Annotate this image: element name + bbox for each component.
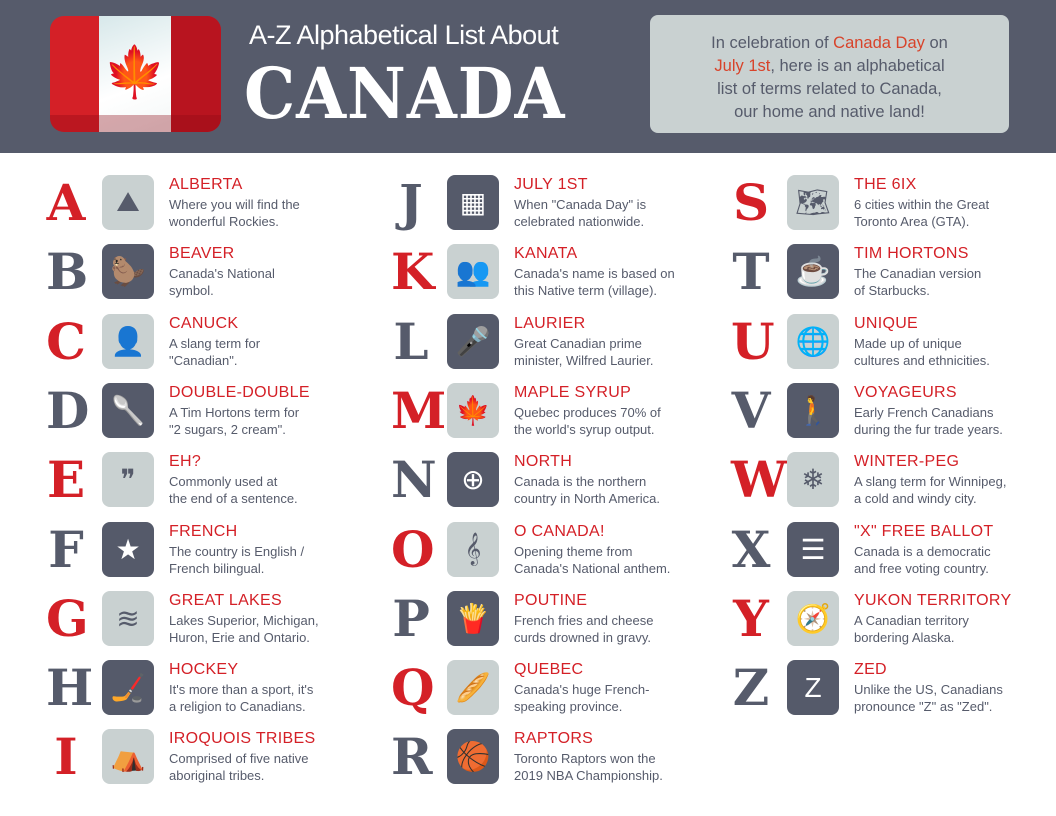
item-description-line: 2019 NBA Championship. (514, 768, 663, 784)
item-description-line: bordering Alaska. (854, 629, 955, 645)
item-term: LAURIER (514, 314, 586, 332)
z-letter-icon: Z (787, 660, 839, 715)
item-description-line: French fries and cheese (514, 612, 654, 628)
item-description-line: Canada's name is based on (514, 266, 675, 282)
baguette-icon: 🥖 (447, 660, 499, 715)
item-term: "X" FREE BALLOT (854, 522, 994, 540)
hockey-icon: 🏒 (102, 660, 154, 715)
item-description-line: Comprised of five native (169, 751, 309, 767)
item-letter: K (391, 242, 435, 302)
item-letter: S (732, 173, 770, 232)
ballot-icon: ☰ (787, 522, 839, 577)
item-description (514, 612, 653, 646)
item-description (169, 750, 308, 784)
item-description (169, 612, 319, 646)
page-title: CANADA (244, 52, 566, 135)
item-description-line: the world's syrup output. (514, 421, 655, 437)
item-description-line: Where you will find the (169, 197, 300, 212)
item-term: ALBERTA (169, 176, 243, 193)
item-description (854, 335, 990, 369)
item-description-line: a religion to Canadians. (169, 699, 306, 715)
item-term: RAPTORS (514, 730, 594, 748)
item-letter: M (391, 380, 447, 440)
item-description-line: during the fur trade years. (854, 421, 1003, 437)
syrup-bottle-icon: 🍁 (447, 383, 499, 438)
item-description (854, 612, 969, 646)
item-term: BEAVER (169, 245, 235, 263)
item-letter: F (48, 519, 84, 579)
canada-flag-icon (50, 16, 221, 132)
item-letter: I (54, 727, 78, 787)
item-description-line: Toronto Raptors won the (514, 751, 656, 767)
hiker-icon: 🚶 (787, 383, 839, 438)
item-description-line: A Tim Hortons term for (169, 404, 300, 420)
item-description-line: Early French Canadians (854, 404, 994, 420)
item-letter: O (391, 519, 435, 579)
item-term: QUEBEC (514, 661, 584, 679)
item-description-line: "2 sugars, 2 cream". (169, 421, 286, 437)
treble-clef-icon: 𝄞 (447, 522, 499, 577)
item-description (514, 265, 675, 299)
item-letter: G (46, 588, 89, 648)
item-term: JULY 1ST (514, 176, 588, 193)
item-letter: N (391, 450, 437, 510)
item-description-line: country in North America. (514, 491, 660, 507)
item-description-line: Great Canadian prime (514, 335, 642, 351)
item-description-line: Made up of unique (854, 335, 962, 351)
quote-bubble-icon: ❞ (102, 452, 154, 507)
item-description (514, 196, 646, 230)
snowflake-icon: ❄ (787, 452, 839, 507)
item-letter: U (731, 311, 775, 371)
item-term: CANUCK (169, 314, 239, 332)
item-description (169, 196, 300, 230)
item-letter: R (391, 727, 433, 787)
item-description-line: 6 cities within the Great (854, 197, 990, 212)
item-description (854, 681, 1003, 715)
item-description (514, 750, 663, 784)
item-description (854, 404, 1003, 438)
item-description-line: cultures and ethnicities. (854, 352, 990, 368)
subtitle: A-Z Alphabetical List About (249, 20, 559, 50)
person-icon: 👤 (102, 314, 154, 369)
item-term: DOUBLE-DOUBLE (169, 383, 310, 401)
item-description-line: Unlike the US, Canadians (854, 682, 1003, 698)
item-term: O CANADA! (514, 522, 605, 540)
item-description-line: pronounce "Z" as "Zed". (854, 699, 993, 715)
item-description-line: wonderful Rockies. (169, 214, 279, 229)
item-description-line: Canada is the northern (514, 474, 647, 490)
item-description-line: A Canadian territory (854, 612, 969, 628)
item-description (854, 473, 1006, 507)
compass-icon: 🧭 (787, 591, 839, 646)
item-description-line: the end of a sentence. (169, 491, 298, 507)
item-term: IROQUOIS TRIBES (169, 730, 316, 748)
item-description-line: Opening theme from (514, 543, 633, 559)
item-term: GREAT LAKES (169, 591, 282, 609)
podium-icon: 🎤 (447, 314, 499, 369)
item-description-line: Canada is a democratic (854, 543, 991, 559)
item-letter: X (731, 519, 771, 579)
item-description-line: Canada's National anthem. (514, 560, 671, 576)
item-term: THE 6IX (854, 176, 917, 193)
item-description-line: French bilingual. (169, 560, 265, 576)
item-description-line: Quebec produces 70% of (514, 404, 661, 420)
item-description-line: "Canadian". (169, 352, 238, 368)
item-term: EH? (169, 453, 202, 471)
calendar-icon: ▦ (447, 175, 499, 230)
item-description-line: Toronto Area (GTA). (854, 214, 970, 229)
intro-text: In celebration of (711, 34, 834, 52)
maple-leaf-icon: 🍁 (103, 44, 167, 100)
item-description (514, 335, 653, 369)
item-term: MAPLE SYRUP (514, 383, 632, 401)
item-description-line: symbol. (169, 283, 214, 299)
waves-icon: ≋ (102, 591, 154, 646)
item-letter: Y (733, 588, 769, 648)
item-description (854, 265, 981, 299)
item-letter: A (46, 173, 86, 232)
item-description-line: Commonly used at (169, 474, 278, 490)
item-term: KANATA (514, 245, 578, 263)
item-letter: T (732, 242, 770, 302)
item-letter: W (731, 450, 788, 510)
item-description-line: speaking province. (514, 699, 623, 715)
item-description-line: and free voting country. (854, 560, 989, 576)
intro-text: list of terms related to Canada, (717, 80, 942, 98)
item-description-line: Huron, Erie and Ontario. (169, 629, 310, 645)
item-letter: V (731, 380, 771, 440)
intro-highlight: July 1st (714, 57, 771, 75)
header-banner (0, 0, 1056, 153)
item-description-line: The country is English / (169, 543, 305, 559)
item-term: FRENCH (169, 522, 238, 540)
item-term: YUKON TERRITORY (854, 591, 1012, 609)
item-description-line: Canada's National (169, 266, 275, 282)
coffee-cup-icon: ☕ (787, 244, 839, 299)
item-term: HOCKEY (169, 661, 239, 679)
item-term: POUTINE (514, 591, 588, 609)
item-letter: Z (732, 658, 770, 718)
group-icon: 👥 (447, 244, 499, 299)
item-description-line: Lakes Superior, Michigan, (169, 612, 319, 628)
compass-target-icon: ⊕ (447, 452, 499, 507)
item-letter: B (46, 242, 89, 302)
intro-text: our home and native land! (734, 103, 925, 121)
beaver-icon: 🦫 (102, 244, 154, 299)
item-description-line: celebrated nationwide. (514, 214, 645, 229)
item-description-line: curds drowned in gravy. (514, 629, 652, 645)
intro-text: , here is an alphabetical (770, 57, 945, 75)
item-letter: J (399, 173, 423, 232)
item-term: WINTER-PEG (854, 453, 960, 471)
item-letter: P (392, 588, 430, 648)
item-description-line: Canada's huge French- (514, 682, 650, 698)
spoon-icon: 🥄 (102, 383, 154, 438)
globe-icon: 🌐 (787, 314, 839, 369)
item-description (169, 543, 304, 577)
item-description (514, 473, 660, 507)
item-description (514, 543, 670, 577)
map-icon: 🗺 (787, 175, 839, 230)
item-letter: D (46, 380, 90, 440)
item-term: UNIQUE (854, 314, 919, 332)
intro-box (650, 15, 1009, 133)
item-description-line: When "Canada Day" is (514, 197, 647, 212)
teepee-icon: ⛺ (102, 729, 154, 784)
item-description-line: a cold and windy city. (854, 491, 977, 507)
item-description (169, 473, 298, 507)
item-term: TIM HORTONS (854, 245, 969, 263)
star-bubble-icon: ★ (102, 522, 154, 577)
item-description-line: of Starbucks. (854, 283, 930, 299)
item-description (514, 404, 661, 438)
item-description (169, 335, 260, 369)
basketball-icon: 🏀 (447, 729, 499, 784)
item-description-line: A slang term for Winnipeg, (854, 474, 1007, 490)
item-letter: E (46, 450, 86, 510)
mountains-icon: ⛰ (102, 175, 154, 230)
item-description (169, 681, 313, 715)
item-description (854, 543, 991, 577)
item-description-line: this Native term (village). (514, 283, 658, 299)
intro-highlight: Canada Day (833, 34, 925, 52)
item-letter: C (46, 311, 86, 371)
item-description-line: minister, Wilfred Laurier. (514, 352, 654, 368)
item-description (854, 196, 989, 230)
item-description-line: It's more than a sport, it's (169, 682, 314, 698)
fries-icon: 🍟 (447, 591, 499, 646)
item-description (169, 265, 275, 299)
item-term: NORTH (514, 453, 573, 471)
item-letter: Q (391, 658, 435, 718)
intro-text: on (924, 34, 948, 52)
item-term: VOYAGEURS (854, 383, 957, 401)
item-description (169, 404, 299, 438)
item-description-line: aboriginal tribes. (169, 768, 265, 784)
item-letter: L (393, 311, 429, 371)
item-term: ZED (854, 661, 887, 679)
item-description (514, 681, 649, 715)
item-description-line: The Canadian version (854, 266, 982, 282)
item-description-line: A slang term for (169, 335, 261, 351)
item-letter: H (46, 658, 94, 718)
